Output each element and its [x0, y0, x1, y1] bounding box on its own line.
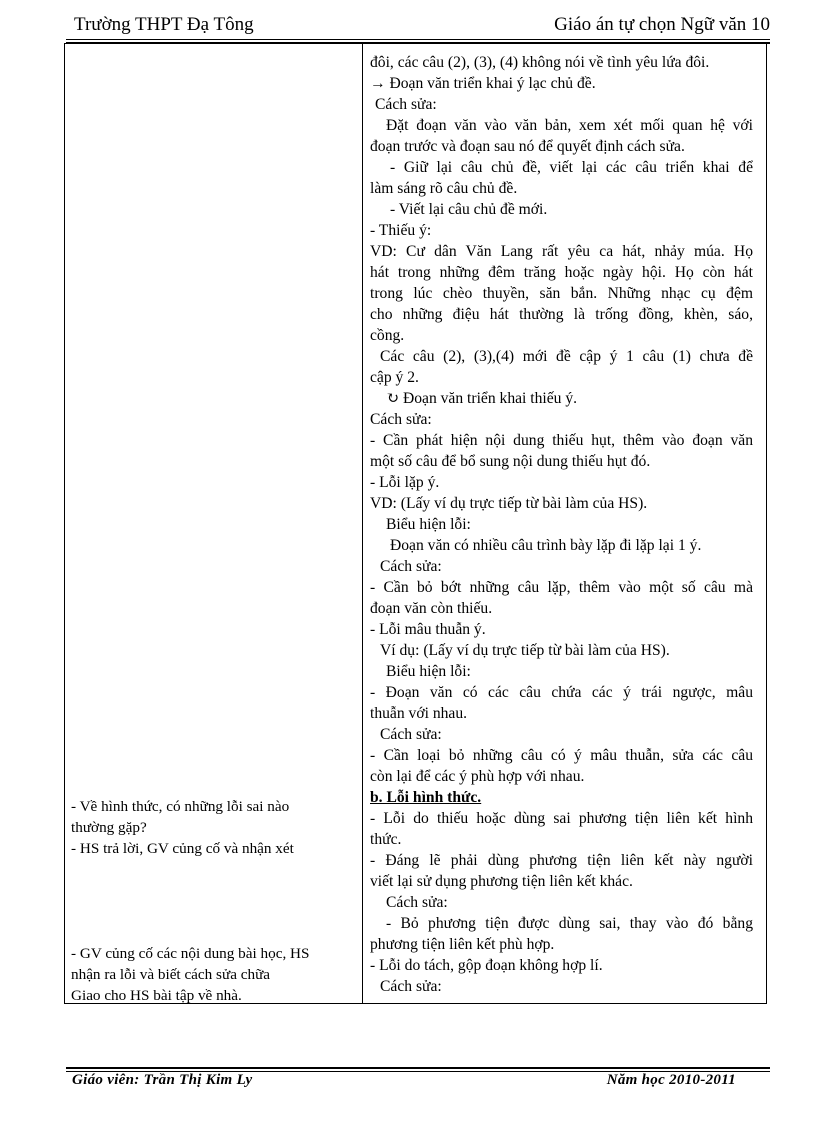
content-line: - Bỏ phương tiện được dùng sai, thay vào đó bằng	[386, 915, 753, 932]
content-line: → Đoạn văn triển khai ý lạc chủ đề.	[370, 75, 596, 92]
content-line: - Cần loại bỏ những câu có ý mâu thuẫn, sửa các câu	[370, 747, 753, 764]
content-line: - Đoạn văn có các câu chứa các ý trái ngược, mâu	[370, 684, 753, 701]
content-line: thuẫn với nhau.	[370, 705, 468, 722]
left-block-summary	[71, 943, 357, 1006]
content-line: Cách sửa:	[375, 96, 437, 113]
content-line: - Cần phát hiện nội dung thiếu hụt, thêm vào đoạn văn	[370, 432, 753, 449]
content-line: Cách sửa:	[380, 978, 442, 995]
content-line: Biểu hiện lỗi:	[386, 663, 471, 680]
content-line: - Lỗi mâu thuẫn ý.	[370, 621, 486, 638]
content-line: một số câu để bổ sung nội dung thiếu hụt đó.	[370, 453, 651, 470]
left-block-form-errors	[71, 796, 357, 859]
content-line: đoạn trước và đoạn sau nó để quyết định cách sửa.	[370, 138, 685, 155]
content-line: - Lỗi do thiếu hoặc dùng sai phương tiện liên kết hình	[370, 810, 753, 827]
content-line: Cách sửa:	[380, 726, 442, 743]
content-line: Cách sửa:	[370, 411, 432, 428]
content-line: phương tiện liên kết phù hợp.	[370, 936, 555, 953]
content-line: - Lỗi lặp ý.	[370, 474, 440, 491]
section-heading-text: b. Lỗi hình thức.	[370, 789, 482, 806]
right-column-content	[370, 52, 753, 997]
content-line: - Thiếu ý:	[370, 222, 432, 239]
content-line: đôi, các câu (2), (3), (4) không nói về tình yêu lứa đôi.	[370, 54, 710, 71]
left-line: thường gặp?	[71, 819, 147, 836]
content-line: Biểu hiện lỗi:	[386, 516, 471, 533]
content-line: - Giữ lại câu chủ đề, viết lại các câu triển khai để	[390, 159, 753, 176]
left-line: - HS trả lời, GV củng cố và nhận xét	[71, 840, 294, 857]
left-line: nhận ra lỗi và biết cách sửa chữa	[71, 966, 271, 983]
content-line: còn lại để các ý phù hợp với nhau.	[370, 768, 585, 785]
content-line: Ví dụ: (Lấy ví dụ trực tiếp từ bài làm của HS).	[380, 642, 670, 659]
footer-teacher: Giáo viên: Trần Thị Kim Ly	[72, 1072, 253, 1088]
column-divider	[362, 44, 363, 1003]
content-line: Đoạn văn có nhiều câu trình bày lặp đi lặp lại 1 ý.	[390, 537, 702, 554]
content-line: Đặt đoạn văn vào văn bản, xem xét mối quan hệ với	[386, 117, 753, 134]
left-line: - GV củng cố các nội dung bài học, HS	[71, 945, 310, 962]
lesson-table	[64, 43, 767, 1004]
content-line: - Viết lại câu chủ đề mới.	[390, 201, 548, 218]
content-line: cồng.	[370, 327, 405, 344]
left-line: - Về hình thức, có những lỗi sai nào	[71, 798, 290, 815]
content-line: - Đáng lẽ phải dùng phương tiện liên kết này người	[370, 852, 753, 869]
content-line: thức.	[370, 831, 402, 848]
content-line: ↻ Đoạn văn triển khai thiếu ý.	[386, 390, 578, 407]
content-line: Cách sửa:	[386, 894, 448, 911]
content-line: trong lúc chèo thuyền, săn bắn. Những nhạc cụ đệm	[370, 285, 753, 302]
header-school: Trường THPT Đạ Tông	[74, 14, 254, 35]
content-line: đoạn văn còn thiếu.	[370, 600, 493, 617]
content-line: - Lỗi do tách, gộp đoạn không hợp lí.	[370, 957, 603, 974]
content-line: hát trong những đêm trăng hoặc ngày hội. Họ còn hát	[370, 264, 753, 281]
header-subject: Giáo án tự chọn Ngữ văn 10	[554, 14, 770, 35]
content-line: - Cần bỏ bớt những câu lặp, thêm vào một số câu mà	[370, 579, 753, 596]
content-line: viết lại sử dụng phương tiện liên kết khác.	[370, 873, 633, 890]
section-heading	[370, 787, 753, 808]
content-line: VD: (Lấy ví dụ trực tiếp từ bài làm của HS).	[370, 495, 648, 512]
content-line: Các câu (2), (3),(4) mới đề cập ý 1 câu (1) chưa đề	[380, 348, 753, 365]
content-line: Cách sửa:	[380, 558, 442, 575]
content-line: VD: Cư dân Văn Lang rất yêu ca hát, nhảy múa. Họ	[370, 243, 753, 260]
content-line: cho những điệu hát thường là trống đồng, khèn, sáo,	[370, 306, 753, 323]
content-line: cập ý 2.	[370, 369, 419, 386]
left-line: Giao cho HS bài tập về nhà.	[71, 987, 242, 1004]
content-line: làm sáng rõ câu chủ đề.	[370, 180, 518, 197]
footer-school-year: Năm học 2010-2011	[606, 1072, 736, 1088]
